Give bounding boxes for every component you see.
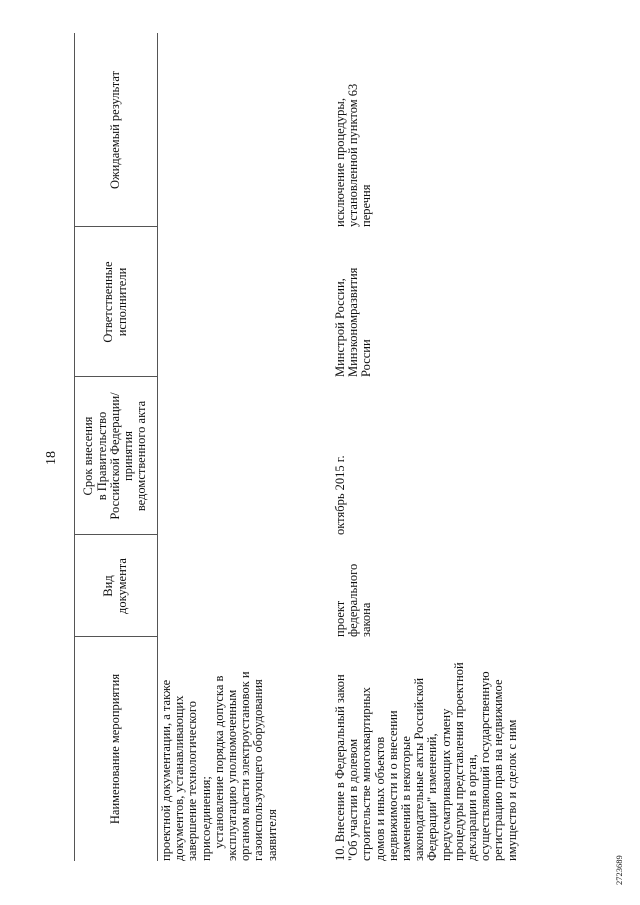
header-bottom-border [157,33,158,861]
row2-deadline: октябрь 2015 г. [333,455,347,535]
header-result: Ожидаемый результат [107,70,122,190]
row2-responsible: Минстрой России, Минэкономразвития России [333,267,374,377]
header-deadline: Срок внесения в Правительство Российской Федерации/ принятия ведомственного акта [81,392,149,520]
page-number: 18 [44,451,59,465]
row2-result: исключение процедуры, установленной пунктом 63 перечня [333,83,374,227]
header-responsible: Ответственные исполнители [101,261,129,343]
row2-doc-type: проект федерального закона [333,563,374,637]
document-id: 2723689 [614,855,624,885]
header-name: Наименование мероприятия [107,673,122,825]
header-doc-type: Вид документа [101,558,129,614]
row2-name: 10. Внесение в Федеральный закон "Об участии в долевом строительстве многоквартирных домов и иных объектов недвижимости и о внесении изменений в некоторые законодательные акты Российской Федерации" изменений, предусматривающих отмену процедуры представления проектной декларации в орган, осуществляющий государственную регистрацию прав на недвижимое имущество и сделок с ним [333,662,519,861]
row1-name: проектной документации, а также документов, устанавливающих завершение технологического присоединения; установление порядка допуска в эксплуатацию уполномоченным органом власти электроустановок и газоиспользующего оборудования заявителя [159,671,279,861]
